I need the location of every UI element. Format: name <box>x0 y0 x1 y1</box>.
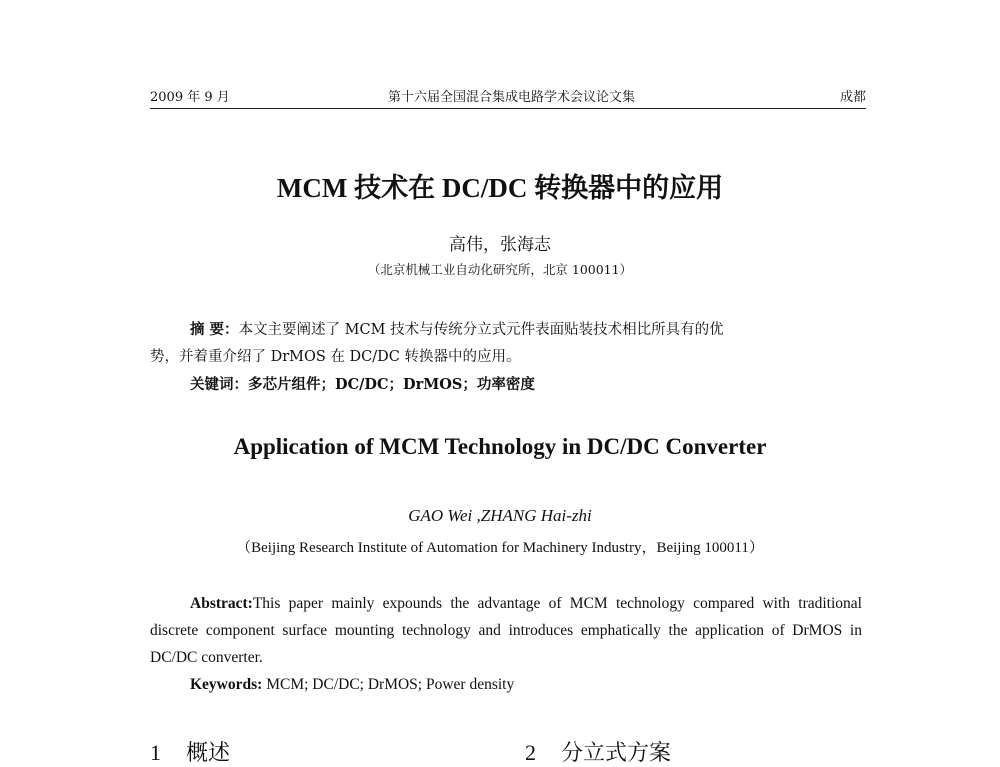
keywords-en-text: MCM; DC/DC; DrMOS; Power density <box>262 676 515 693</box>
abstract-en <box>150 590 862 698</box>
section-heading-2 <box>525 736 671 767</box>
keywords-en-label: Keywords: <box>190 676 263 693</box>
abstract-cn <box>150 316 866 398</box>
abstract-cn-text1: 本文主要阐述了 MCM 技术与传统分立式元件表面贴装技术相比所具有的优 <box>238 322 724 338</box>
section-heading-1 <box>150 736 230 767</box>
running-header <box>150 86 866 108</box>
abstract-en-label: Abstract: <box>190 595 253 612</box>
section-title: 概述 <box>186 740 231 765</box>
paper-title-en: Application of MCM Technology in DC/DC Converter <box>233 434 767 459</box>
abstract-cn-line2: 势，并着重介绍了 DrMOS 在 DC/DC 转换器中的应用。 <box>150 349 521 365</box>
abstract-cn-line1 <box>150 316 866 344</box>
header-rule <box>150 108 866 109</box>
header-proceedings: 第十六届全国混合集成电路学术会议论文集 <box>388 90 636 105</box>
abstract-en-text: This paper mainly expounds the advantage of MCM technology compared with traditional discrete component surface mounting technology and introduces emphatically the application of DrMOS in DC/DC converter. <box>150 595 862 666</box>
paper-title-cn: MCM 技术在 DC/DC 转换器中的应用 <box>276 173 724 203</box>
header-location: 成都 <box>839 90 866 105</box>
authors-en: GAO Wei ,ZHANG Hai-zhi <box>408 506 592 525</box>
affiliation-cn: （北京机械工业自动化研究所，北京 100011） <box>367 262 633 277</box>
authors-cn: 高伟，张海志 <box>449 235 551 255</box>
section-number: 2 <box>525 740 536 765</box>
abstract-cn-label: 摘 要： <box>190 321 239 338</box>
abstract-en-paragraph <box>150 590 862 671</box>
keywords-en <box>150 671 862 698</box>
header-date: 2009 年 9 月 <box>150 90 230 105</box>
affiliation-en: （Beijing Research Institute of Automation for Machinery Industry，Beijing 100011） <box>236 540 764 556</box>
keywords-cn-text: 多芯片组件；DC/DC；DrMOS；功率密度 <box>248 376 535 393</box>
section-number: 1 <box>150 740 161 765</box>
keywords-cn <box>150 371 866 398</box>
keywords-cn-label: 关键词： <box>190 376 248 393</box>
section-title: 分立式方案 <box>561 740 672 765</box>
